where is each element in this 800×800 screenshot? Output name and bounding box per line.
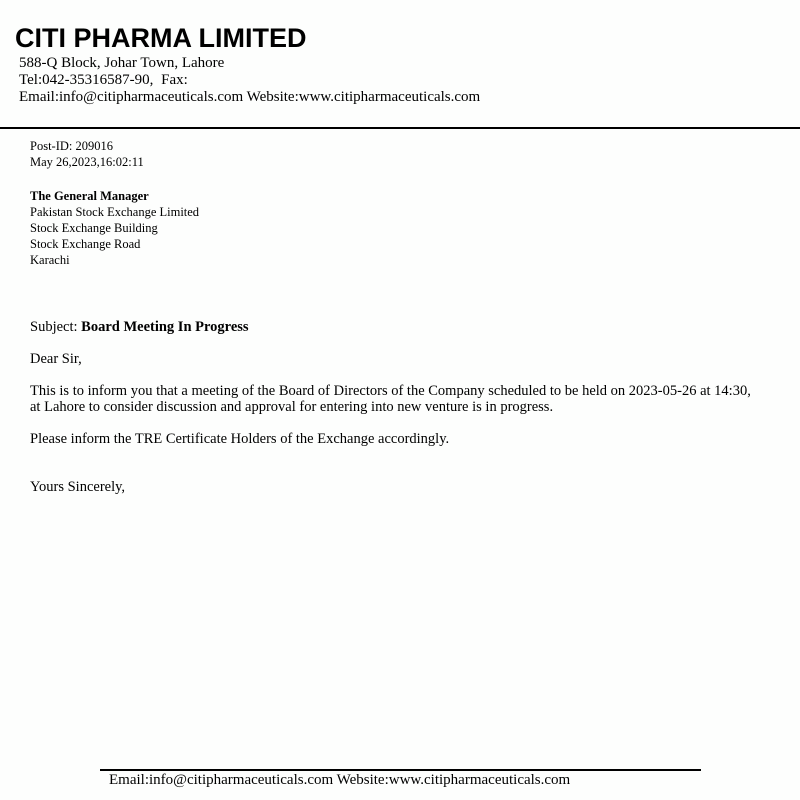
company-address: 588-Q Block, Johar Town, Lahore <box>19 55 225 71</box>
footer-divider <box>100 769 701 771</box>
recipient-line: Karachi <box>30 253 70 267</box>
recipient-line: Stock Exchange Road <box>30 237 141 251</box>
body-paragraph: This is to inform you that a meeting of the Board of Directors of the Company scheduled to be held on 2023-05-26 at 14:30, at Lahore to consider discussion and approval for entering into new venture is in progress. <box>30 383 751 415</box>
header-divider <box>0 127 800 129</box>
subject-label: Subject: <box>30 319 78 335</box>
footer-website: Website:www.citipharmaceuticals.com <box>336 772 571 788</box>
recipient-title: The General Manager <box>30 189 149 203</box>
company-contact-line <box>19 72 188 89</box>
closing: Yours Sincerely, <box>30 479 126 495</box>
body-paragraph: Please inform the TRE Certificate Holders of the Exchange accordingly. <box>30 431 450 447</box>
recipient-line: Pakistan Stock Exchange Limited <box>30 205 200 219</box>
company-online-line <box>19 89 480 106</box>
footer-email: Email:info@citipharmaceuticals.com <box>109 772 334 788</box>
company-website: Website:www.citipharmaceuticals.com <box>246 89 481 105</box>
post-id: Post-ID: 209016 <box>30 139 113 153</box>
recipient-line: Stock Exchange Building <box>30 221 158 235</box>
company-tel: Tel:042-35316587-90, <box>19 72 154 88</box>
post-date: May 26,2023,16:02:11 <box>30 155 144 169</box>
company-fax: Fax: <box>161 72 188 88</box>
subject-text: Board Meeting In Progress <box>81 319 249 335</box>
subject-line <box>30 319 249 335</box>
recipient-block <box>30 188 199 268</box>
company-name: CITI PHARMA LIMITED <box>15 23 307 53</box>
footer-contact <box>109 772 570 789</box>
greeting: Dear Sir, <box>30 351 82 367</box>
company-email: Email:info@citipharmaceuticals.com <box>19 89 244 105</box>
